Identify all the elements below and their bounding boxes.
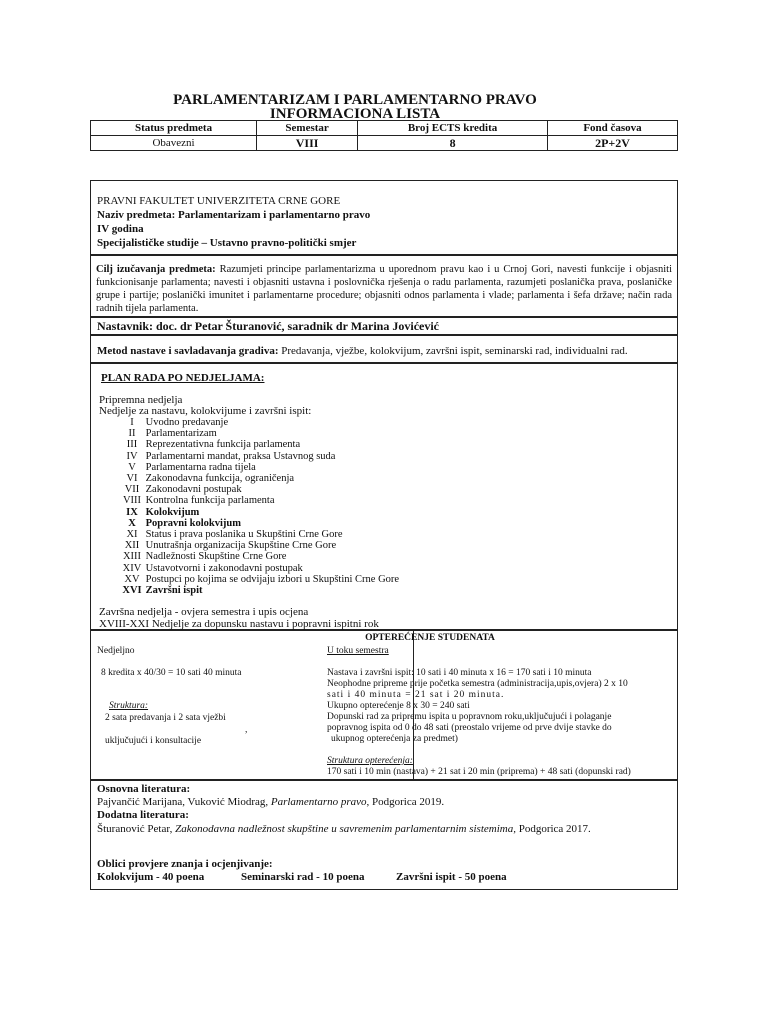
list-item: IX Kolokvijum xyxy=(126,506,200,518)
structure-label: Struktura: xyxy=(109,701,149,711)
table-header-row xyxy=(91,121,678,136)
weekly-plan-section xyxy=(90,363,678,630)
grading-item-final-exam: Završni ispit - 50 poena xyxy=(396,871,507,883)
prep-week: Pripremna nedjelja xyxy=(99,394,183,406)
main-literature: Pajvančić Marijana, Vuković Miodrag, Parlamentarno pravo, Podgorica 2019. xyxy=(97,796,445,808)
goal-label: Cilj izučavanja predmeta: xyxy=(96,264,216,275)
semester-header: Semestar xyxy=(257,121,358,136)
student-load-section xyxy=(90,630,678,780)
faculty-name: PRAVNI FAKULTET UNIVERZITETA CRNE GORE xyxy=(97,195,341,207)
list-item: VI Zakonodavna funkcija, ograničenja xyxy=(126,473,295,485)
method-line xyxy=(97,345,628,358)
load-line: Nastava i završni ispit: 10 sati i 40 minuta x 16 = 170 sati i 10 minuta xyxy=(327,668,592,678)
document-title: PARLAMENTARIZAM I PARLAMENTARNO PRAVO xyxy=(173,92,537,108)
load-structure-label: Struktura opterećenja: xyxy=(327,756,413,766)
list-item: X Popravni kolokvijum xyxy=(128,517,242,529)
teacher-section xyxy=(90,317,678,335)
list-item: VII Zakonodavni postupak xyxy=(124,484,242,496)
course-identity-section xyxy=(90,180,678,255)
comma: , xyxy=(245,725,248,735)
weekly-label: Nedjeljno xyxy=(97,646,135,656)
document-subtitle: INFORMACIONA LISTA xyxy=(269,106,441,122)
course-year: IV godina xyxy=(97,223,144,235)
list-item: I Uvodno predavanje xyxy=(130,417,229,428)
grading-label: Oblici provjere znanja i ocjenjivanje: xyxy=(97,858,273,870)
semester-value: VIII xyxy=(257,136,358,151)
teacher-line: Nastavnik: doc. dr Petar Šturanović, saradnik dr Marina Jovićević xyxy=(97,319,439,333)
weekly-calc: 8 kredita x 40/30 = 10 sati 40 minuta xyxy=(101,668,242,678)
list-item: II Parlamentarizam xyxy=(128,428,217,440)
load-line: Ukupno opterećenje 8 x 30 = 240 sati xyxy=(327,701,470,711)
list-item: XV Postupci po kojima se odvijaju izbori u Skupštini Crne Gore xyxy=(124,573,400,585)
extra-literature: Šturanović Petar, Zakonodavna nadležnost skupštine u savremenim parlamentarnim sistemima, Podgorica 2017. xyxy=(97,823,591,835)
load-line: Dopunski rad za pripremu ispita u popravnom roku,uključujući i polaganje xyxy=(327,712,612,722)
load-title: OPTEREĆENJE STUDENATA xyxy=(365,633,495,643)
hours-value: 2P+2V xyxy=(548,136,678,151)
list-item: XIII Nadležnosti Skupštine Crne Gore xyxy=(122,551,287,563)
list-item: III Reprezentativna funkcija parlamenta xyxy=(126,439,301,451)
method-text: Predavanja, vježbe, kolokvijum, završni ispit, seminarski rad, individualni rad. xyxy=(281,345,628,357)
method-section xyxy=(90,335,678,363)
course-name: Naziv predmeta: Parlamentarizam i parlamentarno pravo xyxy=(97,209,371,221)
hours-header: Fond časova xyxy=(548,121,678,136)
extra-weeks: XVIII-XXI Nedjelje za dopunsku nastavu i popravni ispitni rok xyxy=(99,618,379,630)
course-goal xyxy=(96,263,672,315)
list-item: XII Unutrašnja organizacija Skupštine Crne Gore xyxy=(124,540,337,552)
list-item: IV Parlamentarni mandat, praksa Ustavnog suda xyxy=(126,450,336,462)
load-line: sati i 40 minuta = 21 sat i 20 minuta. xyxy=(327,690,505,700)
list-item: XI Status i prava poslanika u Skupštini Crne Gore xyxy=(126,529,343,541)
plan-intro: Nedjelje za nastavu, kolokvijume i završni ispit: xyxy=(99,405,312,417)
load-line: popravnog ispita od 0 do 48 sati (preostalo vrijeme od prve dvije stavke do xyxy=(327,723,612,733)
course-goal-section xyxy=(90,255,678,317)
list-item: V Parlamentarna radna tijela xyxy=(128,461,256,473)
final-week: Završna nedjelja - ovjera semestra i upis ocjena xyxy=(99,606,309,618)
literature-section xyxy=(90,780,678,890)
grading-item-colloquium: Kolokvijum - 40 poena xyxy=(97,871,205,883)
study-program: Specijalističke studije – Ustavno pravno-politički smjer xyxy=(97,237,357,249)
grading-item-seminar: Seminarski rad - 10 poena xyxy=(241,871,365,883)
ects-header: Broj ECTS kredita xyxy=(358,121,548,136)
list-item: XVI Završni ispit xyxy=(122,585,203,597)
week-list xyxy=(121,417,399,596)
semester-label: U toku semestra xyxy=(327,646,389,656)
structure-text: 2 sata predavanja i 2 sata vježbi xyxy=(105,713,226,723)
list-item: VIII Kontrolna funkcija parlamenta xyxy=(122,495,275,507)
load-structure-text: 170 sati i 10 min (nastava) + 21 sat i 20 min (priprema) + 48 sati (dopunski rad) xyxy=(327,767,631,777)
goal-text: Razumjeti principe parlamentarizma u uporednom pravu kao i u Crnoj Gori, navesti funkcije i objasniti funkcionisanje parlamenta; navesti i objasniti ustavna i poslovnička rješenja o radu parlamenta, razumjeti poslanička prava, poslaničke grupe i partije; poslanički imunitet i parlamentarne procedure; objasniti odnos parlamenta i vlade; parlamenta i šefa države; način rada radnih tijela parlamenta. xyxy=(96,264,673,314)
load-line: ukupnog opterećenja za predmet) xyxy=(331,734,458,744)
method-label: Metod nastave i savladavanja gradiva: xyxy=(97,345,279,357)
consultations: uključujući i konsultacije xyxy=(105,736,202,746)
course-info-table xyxy=(90,120,678,151)
main-literature-label: Osnovna literatura: xyxy=(97,783,191,795)
table-row xyxy=(91,136,678,151)
load-line: Neophodne pripreme prije početka semestra (administracija,upis,ovjera) 2 x 10 xyxy=(327,679,628,689)
status-header: Status predmeta xyxy=(91,121,257,136)
plan-title: PLAN RADA PO NEDJELJAMA: xyxy=(101,372,265,384)
status-value: Obavezni xyxy=(91,136,257,151)
extra-literature-label: Dodatna literatura: xyxy=(97,809,189,821)
ects-value: 8 xyxy=(358,136,548,151)
list-item: XIV Ustavotvorni i zakonodavni postupak xyxy=(122,562,303,574)
